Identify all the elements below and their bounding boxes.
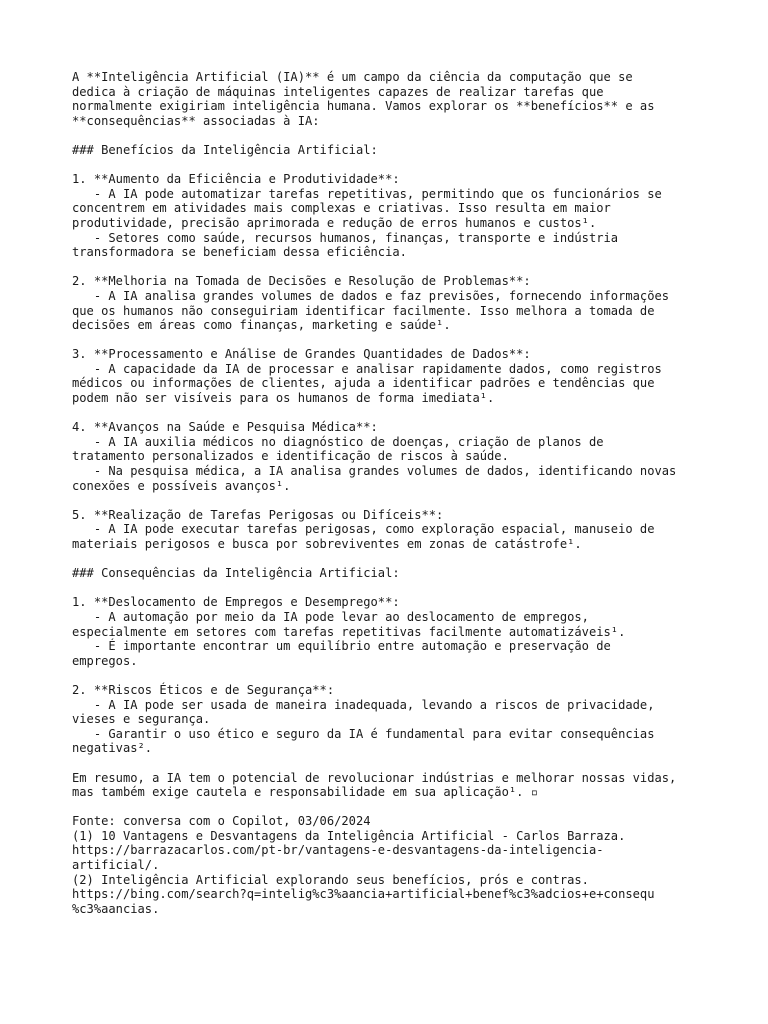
text-line: A **Inteligência Artificial (IA)** é um campo da ciência da computação que se <box>72 70 633 84</box>
list-item-heading: 2. **Riscos Éticos e de Segurança**: <box>72 682 335 697</box>
list-item-heading: 5. **Realização de Tarefas Perigosas ou Difíceis**: <box>72 507 444 522</box>
blank-line <box>72 552 712 567</box>
reference-url: https://barrazacarlos.com/pt-br/vantagens-e-desvantagens-da-inteligencia- <box>72 843 604 858</box>
text-line: - A IA pode executar tarefas perigosas, como exploração espacial, manuseio de <box>72 522 655 537</box>
text-line: especialmente em setores com tarefas repetitivas facilmente automatizáveis¹. <box>72 624 626 639</box>
section-heading: ### Consequências da Inteligência Artificial: <box>72 566 400 581</box>
text-line: que os humanos não conseguiriam identificar facilmente. Isso melhora a tomada de <box>72 303 655 318</box>
list-item-heading: 4. **Avanços na Saúde e Pesquisa Médica**: <box>72 420 378 435</box>
text-line: produtividade, precisão aprimorada e redução de erros humanos e custos¹. <box>72 215 597 230</box>
list-item-heading: 3. **Processamento e Análise de Grandes Quantidades de Dados**: <box>72 347 531 362</box>
text-line: materiais perigosos e busca por sobreviventes em zonas de catástrofe¹. <box>72 537 582 551</box>
text-line: concentrem em atividades mais complexas e criativas. Isso resulta em maior <box>72 201 611 216</box>
text-line: - A capacidade da IA de processar e analisar rapidamente dados, como registros <box>72 361 662 376</box>
document-page <box>72 70 712 916</box>
text-line: - A IA pode ser usada de maneira inadequada, levando a riscos de privacidade, <box>72 697 655 712</box>
blank-line <box>72 128 712 143</box>
list-item-heading: 1. **Deslocamento de Empregos e Desemprego**: <box>72 595 400 610</box>
blank-line <box>72 581 712 596</box>
text-line: Em resumo, a IA tem o potencial de revolucionar indústrias e melhorar nossas vidas, <box>72 770 677 785</box>
text-line: negativas². <box>72 741 153 756</box>
blank-line <box>72 158 712 173</box>
text-line: tratamento personalizados e identificação de riscos à saúde. <box>72 449 509 464</box>
text-line: conexões e possíveis avanços¹. <box>72 478 291 493</box>
text-line: decisões em áreas como finanças, marketing e saúde¹. <box>72 318 451 333</box>
blank-line <box>72 800 712 815</box>
blank-line <box>72 406 712 421</box>
text-line: - Setores como saúde, recursos humanos, finanças, transporte e indústria <box>72 230 619 245</box>
text-line: mas também exige cautela e responsabilidade em sua aplicação¹. ▫ <box>72 785 538 800</box>
reference-url: %c3%aancias. <box>72 901 160 916</box>
blank-line <box>72 260 712 275</box>
text-line: **consequências** associadas à IA: <box>72 113 320 128</box>
blank-line <box>72 333 712 348</box>
text-line: - A automação por meio da IA pode levar ao deslocamento de empregos, <box>72 609 589 624</box>
blank-line <box>72 668 712 683</box>
text-line: - Na pesquisa médica, a IA analisa grandes volumes de dados, identificando novas <box>72 464 677 479</box>
text-line: empregos. <box>72 653 138 668</box>
list-item-heading: 1. **Aumento da Eficiência e Produtividade**: <box>72 172 400 187</box>
blank-line <box>72 493 712 508</box>
blank-line <box>72 756 712 771</box>
reference-url: https://bing.com/search?q=intelig%c3%aancia+artificial+benef%c3%adcios+e+consequ <box>72 887 655 902</box>
text-line: transformadora se beneficiam dessa eficiência. <box>72 245 407 260</box>
text-line: podem não ser visíveis para os humanos de forma imediata¹. <box>72 391 495 406</box>
source-label: Fonte: conversa com o Copilot, 03/06/2024 <box>72 814 371 829</box>
reference-item: (1) 10 Vantagens e Desvantagens da Inteligência Artificial - Carlos Barraza. <box>72 828 626 843</box>
text-line: - A IA pode automatizar tarefas repetitivas, permitindo que os funcionários se <box>72 186 662 201</box>
text-line: - Garantir o uso ético e seguro da IA é fundamental para evitar consequências <box>72 726 655 741</box>
reference-item: (2) Inteligência Artificial explorando seus benefícios, prós e contras. <box>72 872 589 887</box>
text-line: normalmente exigiriam inteligência humana. Vamos explorar os **benefícios** e as <box>72 99 655 114</box>
text-line: - A IA auxilia médicos no diagnóstico de doenças, criação de planos de <box>72 434 604 449</box>
text-line: dedica à criação de máquinas inteligentes capazes de realizar tarefas que <box>72 84 604 99</box>
list-item-heading: 2. **Melhoria na Tomada de Decisões e Resolução de Problemas**: <box>72 274 531 289</box>
text-line: artificial/. <box>72 858 160 873</box>
text-line: médicos ou informações de clientes, ajuda a identificar padrões e tendências que <box>72 376 655 391</box>
text-line: vieses e segurança. <box>72 712 211 727</box>
text-line: - É importante encontrar um equilíbrio entre automação e preservação de <box>72 639 611 654</box>
text-line: - A IA analisa grandes volumes de dados e faz previsões, fornecendo informações <box>72 288 670 303</box>
section-heading: ### Benefícios da Inteligência Artificial: <box>72 142 378 157</box>
